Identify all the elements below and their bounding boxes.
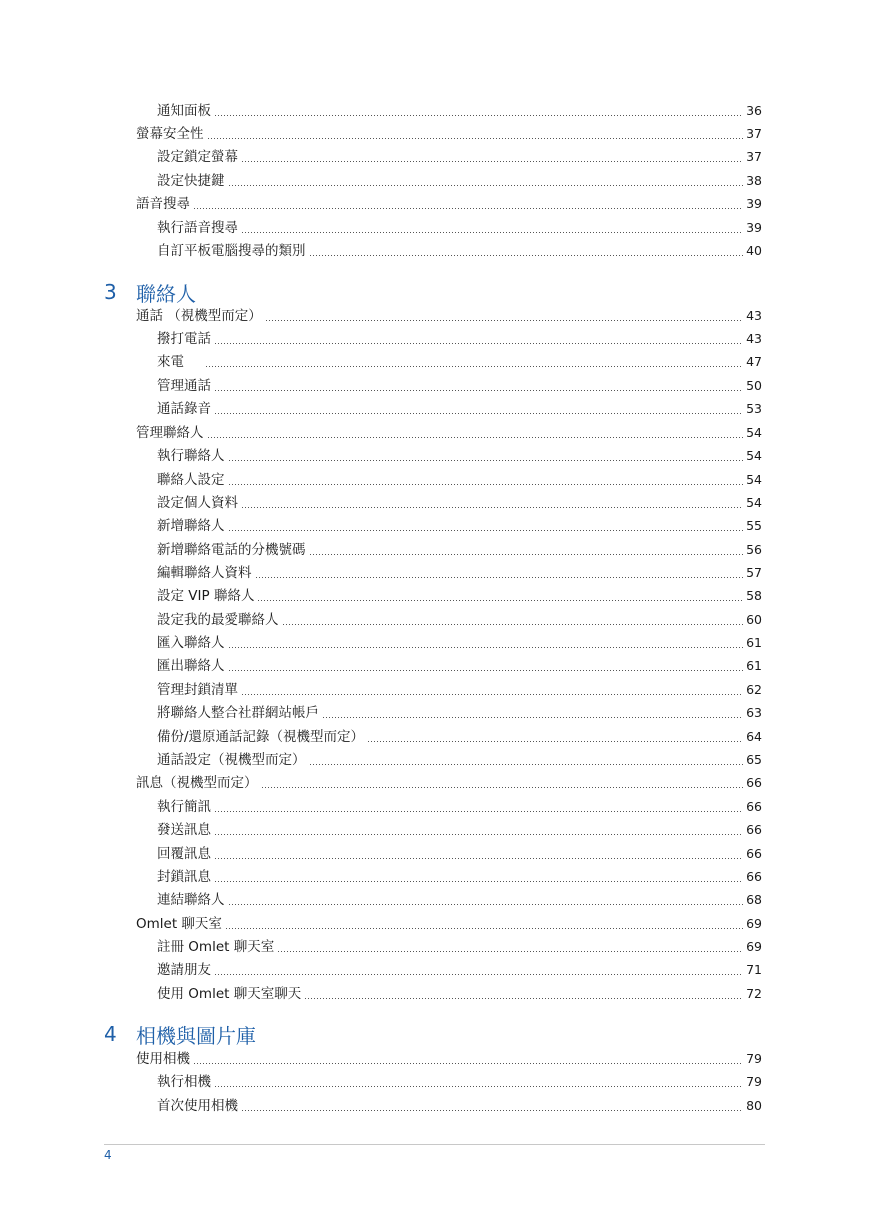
dot-leader <box>255 577 744 578</box>
toc-entry-title: 管理封鎖清單 <box>157 682 238 698</box>
toc-entry-page: 56 <box>746 542 762 557</box>
chapter-title: 聯絡人 <box>136 281 196 306</box>
toc-entry-page: 66 <box>746 846 762 861</box>
toc-entry-title: 聯絡人設定 <box>157 472 225 488</box>
page-number: 4 <box>104 1148 112 1162</box>
toc-subsection-entry[interactable] <box>157 446 762 466</box>
toc-entry-title: 管理聯絡人 <box>136 425 204 441</box>
dot-leader <box>205 366 743 367</box>
toc-subsection-entry[interactable] <box>157 399 762 419</box>
dot-leader <box>277 951 743 952</box>
toc-entry-title: 新增聯絡電話的分機號碼 <box>157 542 306 558</box>
dot-leader <box>214 811 743 812</box>
dot-leader <box>228 904 744 905</box>
toc-entry-title: 發送訊息 <box>157 822 211 838</box>
toc-entry-title: 管理通話 <box>157 378 211 394</box>
dot-leader <box>214 974 743 975</box>
dot-leader <box>207 138 744 139</box>
dot-leader <box>193 208 743 209</box>
dot-leader <box>214 1086 743 1087</box>
toc-entry-title: 設定鎖定螢幕 <box>157 149 238 165</box>
dot-leader <box>322 717 743 718</box>
dot-leader <box>309 764 744 765</box>
toc-entry-title: 通話 （視機型而定） <box>136 308 262 324</box>
dot-leader <box>228 185 744 186</box>
toc-entry-title: 通話錄音 <box>157 401 211 417</box>
dot-leader <box>241 694 743 695</box>
dot-leader <box>241 1110 743 1111</box>
toc-subsection-entry[interactable] <box>157 218 762 238</box>
toc-entry-title: 自訂平板電腦搜尋的類別 <box>157 243 306 259</box>
toc-entry-title: 連結聯絡人 <box>157 892 225 908</box>
dot-leader <box>241 161 743 162</box>
toc-subsection-entry[interactable] <box>157 656 762 676</box>
dot-leader <box>214 343 743 344</box>
toc-entry-title: 註冊 Omlet 聊天室 <box>157 939 275 955</box>
toc-entry-title: 設定個人資料 <box>157 495 238 511</box>
chapter-heading <box>104 1020 256 1048</box>
dot-leader <box>214 881 743 882</box>
toc-entry-page: 80 <box>746 1098 762 1113</box>
toc-entry-page: 71 <box>746 962 762 977</box>
toc-subsection-entry[interactable] <box>157 633 762 653</box>
toc-entry-page: 61 <box>746 635 762 650</box>
toc-entry-page: 40 <box>746 243 762 258</box>
dot-leader <box>228 530 744 531</box>
toc-entry-page: 55 <box>746 518 762 533</box>
toc-entry-page: 68 <box>746 892 762 907</box>
dot-leader <box>214 858 743 859</box>
dot-leader <box>282 624 744 625</box>
dot-leader <box>228 484 744 485</box>
toc-entry-page: 60 <box>746 612 762 627</box>
toc-subsection-entry[interactable] <box>157 540 762 560</box>
toc-subsection-entry[interactable] <box>157 960 762 980</box>
toc-entry-page: 65 <box>746 752 762 767</box>
toc-entry-page: 53 <box>746 401 762 416</box>
toc-subsection-entry[interactable] <box>157 937 762 957</box>
dot-leader <box>309 255 744 256</box>
toc-entry-title: 設定我的最愛聯絡人 <box>157 612 279 628</box>
toc-subsection-entry[interactable] <box>157 1072 762 1092</box>
toc-subsection-entry[interactable] <box>157 867 762 887</box>
toc-subsection-entry[interactable] <box>157 750 762 770</box>
dot-leader <box>207 437 744 438</box>
toc-subsection-entry[interactable] <box>157 844 762 864</box>
dot-leader <box>214 390 743 391</box>
toc-section-entry[interactable] <box>136 423 762 443</box>
toc-entry-page: 37 <box>746 126 762 141</box>
toc-subsection-entry[interactable] <box>157 376 762 396</box>
toc-subsection-entry[interactable] <box>157 329 762 349</box>
toc-entry-page: 64 <box>746 729 762 744</box>
dot-leader <box>214 115 743 116</box>
toc-entry-page: 66 <box>746 799 762 814</box>
toc-entry-page: 57 <box>746 565 762 580</box>
toc-entry-page: 69 <box>746 939 762 954</box>
dot-leader <box>225 928 743 929</box>
toc-entry-page: 43 <box>746 308 762 323</box>
toc-subsection-entry[interactable] <box>157 147 762 167</box>
toc-subsection-entry[interactable] <box>157 171 762 191</box>
toc-entry-title: 使用 Omlet 聊天室聊天 <box>157 986 302 1002</box>
toc-entry-title: 設定 VIP 聯絡人 <box>157 588 255 604</box>
toc-subsection-entry[interactable] <box>157 352 762 372</box>
toc-subsection-entry[interactable] <box>157 470 762 490</box>
toc-entry-title: 將聯絡人整合社群網站帳戶 <box>157 705 319 721</box>
toc-entry-title: 撥打電話 <box>157 331 211 347</box>
toc-entry-page: 54 <box>746 472 762 487</box>
toc-subsection-entry[interactable] <box>157 890 762 910</box>
toc-subsection-entry[interactable] <box>157 516 762 536</box>
toc-entry-title: 設定快捷鍵 <box>157 173 225 189</box>
toc-subsection-entry[interactable] <box>157 586 762 606</box>
toc-entry-page: 37 <box>746 149 762 164</box>
toc-entry-title: 首次使用相機 <box>157 1098 238 1114</box>
toc-entry-page: 47 <box>746 354 762 369</box>
toc-entry-page: 54 <box>746 425 762 440</box>
toc-section-entry[interactable] <box>136 773 762 793</box>
toc-entry-title: 訊息（視機型而定） <box>136 775 258 791</box>
toc-subsection-entry[interactable] <box>157 563 762 583</box>
toc-subsection-entry[interactable] <box>157 241 762 261</box>
toc-entry-page: 38 <box>746 173 762 188</box>
toc-subsection-entry[interactable] <box>157 984 762 1004</box>
dot-leader <box>228 460 744 461</box>
toc-entry-title: 執行簡訊 <box>157 799 211 815</box>
toc-subsection-entry[interactable] <box>157 727 762 747</box>
toc-entry-page: 50 <box>746 378 762 393</box>
toc-entry-page: 79 <box>746 1051 762 1066</box>
dot-leader <box>309 554 744 555</box>
toc-entry-title: 螢幕安全性 <box>136 126 204 142</box>
toc-entry-title: 封鎖訊息 <box>157 869 211 885</box>
toc-entry-page: 62 <box>746 682 762 697</box>
toc-entry-page: 54 <box>746 495 762 510</box>
chapter-number: 3 <box>104 280 117 304</box>
toc-entry-title: 邀請朋友 <box>157 962 211 978</box>
toc-entry-title: 備份/還原通話記錄（視機型而定） <box>157 729 365 745</box>
toc-entry-title: 來電 <box>157 354 202 370</box>
toc-entry-title: 執行語音搜尋 <box>157 220 238 236</box>
toc-section-entry[interactable] <box>136 1049 762 1069</box>
toc-entry-page: 63 <box>746 705 762 720</box>
toc-entry-page: 72 <box>746 986 762 1001</box>
footer-rule <box>104 1144 765 1145</box>
toc-subsection-entry[interactable] <box>157 797 762 817</box>
chapter-title: 相機與圖片庫 <box>136 1023 256 1048</box>
toc-entry-page: 61 <box>746 658 762 673</box>
toc-entry-page: 66 <box>746 822 762 837</box>
toc-entry-title: 執行相機 <box>157 1074 211 1090</box>
dot-leader <box>228 647 744 648</box>
toc-entry-title: 通話設定（視機型而定） <box>157 752 306 768</box>
toc-section-entry[interactable] <box>136 306 762 326</box>
dot-leader <box>193 1063 743 1064</box>
toc-entry-page: 39 <box>746 196 762 211</box>
toc-entry-title: Omlet 聊天室 <box>136 916 222 932</box>
chapter-number: 4 <box>104 1022 117 1046</box>
dot-leader <box>241 507 743 508</box>
dot-leader <box>241 232 743 233</box>
toc-entry-title: 匯出聯絡人 <box>157 658 225 674</box>
toc-entry-page: 58 <box>746 588 762 603</box>
toc-entry-title: 執行聯絡人 <box>157 448 225 464</box>
toc-entry-title: 回覆訊息 <box>157 846 211 862</box>
toc-entry-title: 匯入聯絡人 <box>157 635 225 651</box>
toc-subsection-entry[interactable] <box>157 610 762 630</box>
toc-subsection-entry[interactable] <box>157 703 762 723</box>
toc-entry-page: 66 <box>746 775 762 790</box>
toc-entry-title: 新增聯絡人 <box>157 518 225 534</box>
dot-leader <box>304 998 743 999</box>
toc-subsection-entry[interactable] <box>157 101 762 121</box>
toc-entry-page: 36 <box>746 103 762 118</box>
dot-leader <box>367 741 743 742</box>
dot-leader <box>261 787 744 788</box>
toc-subsection-entry[interactable] <box>157 1096 762 1116</box>
toc-entry-page: 66 <box>746 869 762 884</box>
dot-leader <box>265 320 743 321</box>
toc-entry-page: 43 <box>746 331 762 346</box>
toc-subsection-entry[interactable] <box>157 493 762 513</box>
chapter-heading <box>104 278 196 306</box>
toc-entry-page: 54 <box>746 448 762 463</box>
dot-leader <box>228 670 744 671</box>
dot-leader <box>214 413 743 414</box>
toc-entry-title: 使用相機 <box>136 1051 190 1067</box>
toc-entry-title: 語音搜尋 <box>136 196 190 212</box>
dot-leader <box>257 600 743 601</box>
toc-entry-page: 39 <box>746 220 762 235</box>
dot-leader <box>214 834 743 835</box>
toc-subsection-entry[interactable] <box>157 820 762 840</box>
toc-section-entry[interactable] <box>136 194 762 214</box>
toc-entry-page: 69 <box>746 916 762 931</box>
toc-subsection-entry[interactable] <box>157 680 762 700</box>
toc-section-entry[interactable] <box>136 124 762 144</box>
toc-section-entry[interactable] <box>136 914 762 934</box>
toc-entry-title: 通知面板 <box>157 103 211 119</box>
toc-entry-page: 79 <box>746 1074 762 1089</box>
toc-entry-title: 編輯聯絡人資料 <box>157 565 252 581</box>
